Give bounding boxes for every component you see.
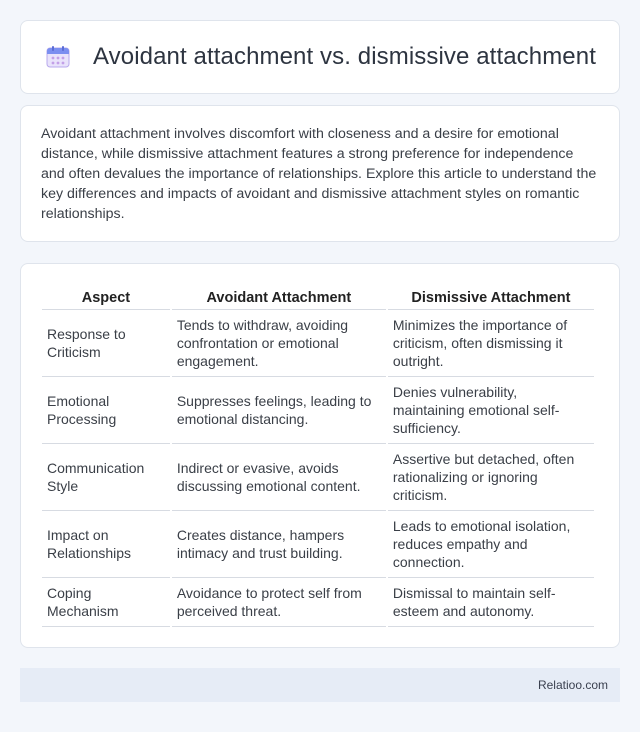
row-aspect: Coping Mechanism: [42, 578, 170, 627]
table-header-row: [42, 284, 594, 310]
table-row: [42, 377, 594, 444]
row-dismissive: Assertive but detached, often rationalizing or ignoring criticism.: [388, 444, 594, 511]
row-avoidant: Suppresses feelings, leading to emotional distancing.: [172, 377, 386, 444]
table-row: [42, 511, 594, 578]
calendar-icon: [45, 45, 71, 69]
row-avoidant: Tends to withdraw, avoiding confrontation or emotional engagement.: [172, 310, 386, 377]
row-avoidant: Creates distance, hampers intimacy and trust building.: [172, 511, 386, 578]
column-header-avoidant: Avoidant Attachment: [172, 284, 386, 310]
table-row: [42, 578, 594, 627]
comparison-card: [20, 263, 620, 648]
intro-card: [20, 105, 620, 242]
page-title: Avoidant attachment vs. dismissive attachment: [93, 43, 596, 70]
column-header-aspect: Aspect: [42, 284, 170, 310]
row-aspect: Impact on Relationships: [42, 511, 170, 578]
row-avoidant: Indirect or evasive, avoids discussing emotional content.: [172, 444, 386, 511]
row-dismissive: Minimizes the importance of criticism, often dismissing it outright.: [388, 310, 594, 377]
row-aspect: Communication Style: [42, 444, 170, 511]
title-card: [20, 20, 620, 94]
footer: [20, 668, 620, 702]
table-row: [42, 444, 594, 511]
row-dismissive: Leads to emotional isolation, reduces empathy and connection.: [388, 511, 594, 578]
table-row: [42, 310, 594, 377]
footer-site-link[interactable]: Relatioo.com: [537, 678, 608, 692]
column-header-dismissive: Dismissive Attachment: [388, 284, 594, 310]
row-aspect: Response to Criticism: [42, 310, 170, 377]
row-aspect: Emotional Processing: [42, 377, 170, 444]
row-dismissive: Denies vulnerability, maintaining emotional self-sufficiency.: [388, 377, 594, 444]
row-avoidant: Avoidance to protect self from perceived threat.: [172, 578, 386, 627]
comparison-table: [40, 284, 596, 627]
row-dismissive: Dismissal to maintain self-esteem and autonomy.: [388, 578, 594, 627]
intro-paragraph: Avoidant attachment involves discomfort with closeness and a desire for emotional distance, while dismissive attachment features a strong preference for independence and often devalues the importance of relationships. Explore this article to understand the key differences and impacts of avoidant and dismissive attachment styles on romantic relationships.: [41, 126, 597, 222]
